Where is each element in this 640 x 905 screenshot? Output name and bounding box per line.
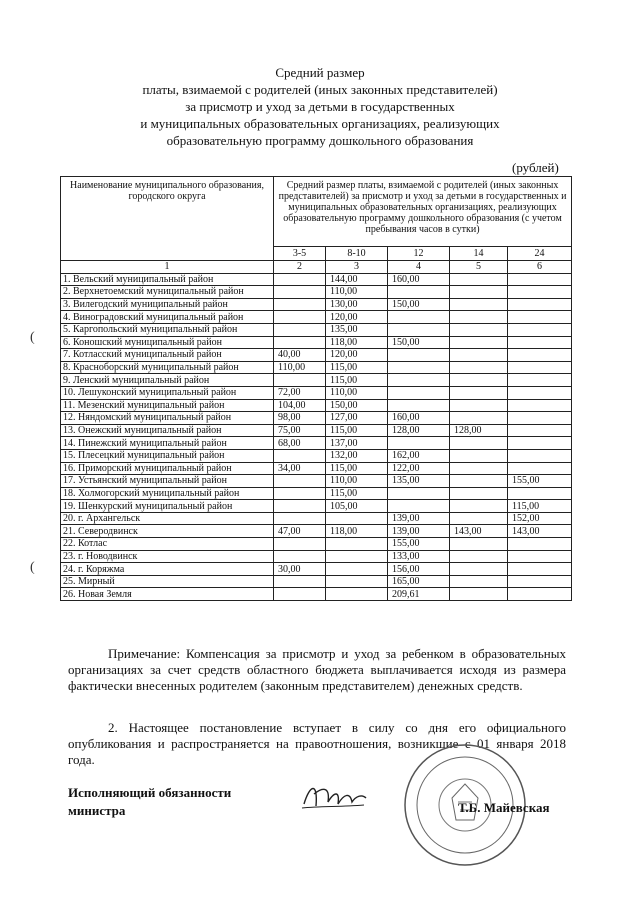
- fee-cell: [450, 575, 508, 588]
- fee-cell: [450, 449, 508, 462]
- table-row: [61, 361, 572, 374]
- fee-cell: 72,00: [274, 386, 326, 399]
- fee-cell: [326, 588, 388, 601]
- table-row: [61, 563, 572, 576]
- fee-cell: 105,00: [326, 500, 388, 513]
- fee-cell: [326, 575, 388, 588]
- table-row: [61, 462, 572, 475]
- fee-cell: [274, 500, 326, 513]
- fee-cell: [274, 286, 326, 299]
- municipality-name: 16. Приморский муниципальный район: [61, 462, 274, 475]
- municipality-name: 23. г. Новодвинск: [61, 550, 274, 563]
- table-row: [61, 512, 572, 525]
- fee-cell: [326, 563, 388, 576]
- municipality-name: 6. Коношский муниципальный район: [61, 336, 274, 349]
- municipality-name: 24. г. Коряжма: [61, 563, 274, 576]
- title-line-3: за присмотр и уход за детьми в государственных: [185, 99, 455, 114]
- fee-cell: 143,00: [508, 525, 572, 538]
- fee-cell: 160,00: [388, 273, 450, 286]
- fee-cell: [508, 563, 572, 576]
- fee-cell: 135,00: [326, 323, 388, 336]
- fee-cell: 47,00: [274, 525, 326, 538]
- municipality-name: 20. г. Архангельск: [61, 512, 274, 525]
- fee-cell: [450, 412, 508, 425]
- fee-cell: 98,00: [274, 412, 326, 425]
- municipality-name: 13. Онежский муниципальный район: [61, 424, 274, 437]
- municipality-name: 14. Пинежский муниципальный район: [61, 437, 274, 450]
- fee-cell: 162,00: [388, 449, 450, 462]
- fee-cell: [508, 361, 572, 374]
- municipality-name: 26. Новая Земля: [61, 588, 274, 601]
- table-row: [61, 437, 572, 450]
- column-number: 1: [61, 261, 274, 274]
- header-hour: 14: [450, 246, 508, 260]
- fee-cell: [508, 487, 572, 500]
- column-number: 6: [508, 261, 572, 274]
- fee-cell: [274, 487, 326, 500]
- header-hour: 12: [388, 246, 450, 260]
- municipality-name: 21. Северодвинск: [61, 525, 274, 538]
- fee-cell: [274, 538, 326, 551]
- fee-cell: 128,00: [450, 424, 508, 437]
- fee-cell: [274, 298, 326, 311]
- table-row: [61, 399, 572, 412]
- municipality-name: 25. Мирный: [61, 575, 274, 588]
- fee-cell: 132,00: [326, 449, 388, 462]
- table-row: [61, 336, 572, 349]
- fee-cell: [450, 273, 508, 286]
- fee-cell: 115,00: [326, 374, 388, 387]
- fee-cell: [508, 538, 572, 551]
- fee-cell: [450, 462, 508, 475]
- header-hour: 3-5: [274, 246, 326, 260]
- fee-cell: [274, 311, 326, 324]
- fee-cell: [450, 588, 508, 601]
- fee-cell: 34,00: [274, 462, 326, 475]
- fee-cell: [450, 323, 508, 336]
- fee-cell: 152,00: [508, 512, 572, 525]
- fee-cell: 209,61: [388, 588, 450, 601]
- fee-cell: 139,00: [388, 512, 450, 525]
- fee-cell: 127,00: [326, 412, 388, 425]
- fee-cell: [388, 500, 450, 513]
- municipality-name: 8. Красноборский муниципальный район: [61, 361, 274, 374]
- fee-cell: [450, 512, 508, 525]
- municipality-name: 2. Верхнетоемский муниципальный район: [61, 286, 274, 299]
- fee-cell: [450, 336, 508, 349]
- table-row: [61, 487, 572, 500]
- fee-cell: 130,00: [326, 298, 388, 311]
- fee-cell: 68,00: [274, 437, 326, 450]
- fee-cell: 120,00: [326, 311, 388, 324]
- fee-cell: 143,00: [450, 525, 508, 538]
- fee-cell: [388, 286, 450, 299]
- fee-cell: [326, 512, 388, 525]
- fee-cell: [508, 575, 572, 588]
- title-line-4: и муниципальных образовательных организациях, реализующих: [140, 116, 500, 131]
- fee-cell: 139,00: [388, 525, 450, 538]
- fee-cell: [508, 349, 572, 362]
- table-row: [61, 538, 572, 551]
- municipality-name: 15. Плесецкий муниципальный район: [61, 449, 274, 462]
- column-numbers-row: [61, 261, 572, 274]
- fee-cell: [274, 550, 326, 563]
- fee-cell: 155,00: [508, 475, 572, 488]
- fee-cell: [508, 437, 572, 450]
- fee-cell: [274, 588, 326, 601]
- fee-cell: [274, 336, 326, 349]
- signatory-name: Т.Б. Майевская: [458, 800, 550, 815]
- fee-cell: 128,00: [388, 424, 450, 437]
- fee-cell: 118,00: [326, 336, 388, 349]
- fee-cell: 104,00: [274, 399, 326, 412]
- municipality-name: 18. Холмогорский муниципальный район: [61, 487, 274, 500]
- title-line-1: Средний размер: [275, 65, 365, 80]
- fee-cell: [450, 361, 508, 374]
- position-line-2: министра: [68, 803, 126, 818]
- municipality-name: 9. Ленский муниципальный район: [61, 374, 274, 387]
- fee-cell: [508, 323, 572, 336]
- fee-cell: [388, 311, 450, 324]
- fee-cell: [450, 298, 508, 311]
- fee-cell: [508, 374, 572, 387]
- header-size: Средний размер платы, взимаемой с родителей (иных законных представителей) за присмотр и уход за детьми в государственных и муниципальных образовательных организациях, реализующих образовательную программу дошкольного образования (с учетом пребывания часов в сутки): [274, 177, 572, 247]
- table-row: [61, 386, 572, 399]
- fee-cell: 40,00: [274, 349, 326, 362]
- note-paragraph: Примечание: Компенсация за присмотр и уход за ребенком в образовательных организациях за счет средств областного бюджета выплачивается исходя из размера фактически внесенных родителем (законным представителем) денежных средств.: [68, 646, 566, 693]
- fee-cell: [450, 550, 508, 563]
- unit-label: (рублей): [512, 160, 559, 175]
- table-row: [61, 575, 572, 588]
- fee-cell: 75,00: [274, 424, 326, 437]
- fee-cell: [508, 449, 572, 462]
- fee-cell: [450, 286, 508, 299]
- table-row: [61, 298, 572, 311]
- table-row: [61, 550, 572, 563]
- table-row: [61, 475, 572, 488]
- fee-cell: 165,00: [388, 575, 450, 588]
- fee-cell: [450, 538, 508, 551]
- municipality-name: 19. Шенкурский муниципальный район: [61, 500, 274, 513]
- header-hour: 24: [508, 246, 572, 260]
- title-line-5: образовательную программу дошкольного образования: [166, 133, 474, 148]
- table-body: [61, 261, 572, 601]
- fee-cell: [508, 298, 572, 311]
- fee-cell: [388, 487, 450, 500]
- fee-cell: [388, 374, 450, 387]
- fee-cell: [326, 550, 388, 563]
- fee-cell: [274, 512, 326, 525]
- fee-cell: 30,00: [274, 563, 326, 576]
- column-number: 4: [388, 261, 450, 274]
- title-line-2: платы, взимаемой с родителей (иных законных представителей): [142, 82, 498, 97]
- fee-cell: [450, 437, 508, 450]
- fee-cell: [450, 487, 508, 500]
- fee-cell: [450, 399, 508, 412]
- header-name: Наименование муниципального образования, городского округа: [61, 177, 274, 261]
- municipality-name: 10. Лешуконский муниципальный район: [61, 386, 274, 399]
- municipality-name: 4. Виноградовский муниципальный район: [61, 311, 274, 324]
- fee-cell: [274, 273, 326, 286]
- fee-cell: [450, 349, 508, 362]
- fee-cell: 155,00: [388, 538, 450, 551]
- fee-cell: [508, 336, 572, 349]
- fee-cell: 115,00: [326, 487, 388, 500]
- fee-cell: [450, 311, 508, 324]
- position-line-1: Исполняющий обязанности: [68, 785, 232, 800]
- fee-cell: [274, 323, 326, 336]
- fee-cell: [508, 588, 572, 601]
- clause-paragraph: 2. Настоящее постановление вступает в силу со дня его официального опубликования и распространяется на правоотношения, возникшие с 01 января 2018 года.: [68, 720, 566, 767]
- municipality-name: 3. Вилегодский муниципальный район: [61, 298, 274, 311]
- municipality-name: 22. Котлас: [61, 538, 274, 551]
- fees-table: [60, 176, 572, 601]
- table-row: [61, 273, 572, 286]
- fee-cell: [508, 424, 572, 437]
- table-row: [61, 374, 572, 387]
- table-row: [61, 424, 572, 437]
- fee-cell: [274, 374, 326, 387]
- fee-cell: [326, 538, 388, 551]
- signatory-position: [68, 784, 231, 820]
- fee-cell: [274, 475, 326, 488]
- fee-cell: 135,00: [388, 475, 450, 488]
- binder-mark: (: [30, 330, 35, 345]
- fee-cell: [388, 399, 450, 412]
- fee-cell: 150,00: [388, 298, 450, 311]
- header-hour: 8-10: [326, 246, 388, 260]
- fee-cell: 137,00: [326, 437, 388, 450]
- fee-cell: 156,00: [388, 563, 450, 576]
- column-number: 2: [274, 261, 326, 274]
- table-row: [61, 449, 572, 462]
- fee-cell: [450, 500, 508, 513]
- fee-cell: [508, 386, 572, 399]
- fee-cell: [450, 563, 508, 576]
- municipality-name: 12. Няндомский муниципальный район: [61, 412, 274, 425]
- fee-cell: 133,00: [388, 550, 450, 563]
- fee-cell: 115,00: [326, 361, 388, 374]
- fee-cell: [508, 273, 572, 286]
- municipality-name: 11. Мезенский муниципальный район: [61, 399, 274, 412]
- municipality-name: 5. Каргопольский муниципальный район: [61, 323, 274, 336]
- table-row: [61, 525, 572, 538]
- fee-cell: 115,00: [326, 424, 388, 437]
- table-row: [61, 286, 572, 299]
- municipality-name: 1. Вельский муниципальный район: [61, 273, 274, 286]
- fee-cell: [388, 323, 450, 336]
- fee-cell: 144,00: [326, 273, 388, 286]
- column-number: 5: [450, 261, 508, 274]
- handwritten-signature: [300, 776, 370, 816]
- column-number: 3: [326, 261, 388, 274]
- fee-cell: [388, 386, 450, 399]
- fee-cell: 110,00: [326, 386, 388, 399]
- table-row: [61, 588, 572, 601]
- fee-cell: 110,00: [326, 286, 388, 299]
- fee-cell: 150,00: [388, 336, 450, 349]
- table-row: [61, 311, 572, 324]
- fee-cell: [508, 286, 572, 299]
- table-row: [61, 500, 572, 513]
- fee-cell: [508, 462, 572, 475]
- fee-cell: 110,00: [326, 475, 388, 488]
- fee-cell: [508, 550, 572, 563]
- fee-cell: [508, 412, 572, 425]
- fee-cell: 160,00: [388, 412, 450, 425]
- municipality-name: 7. Котласский муниципальный район: [61, 349, 274, 362]
- table-row: [61, 412, 572, 425]
- document-title: [90, 64, 550, 149]
- fee-cell: [508, 399, 572, 412]
- fee-cell: [388, 361, 450, 374]
- table-row: [61, 323, 572, 336]
- fee-cell: [508, 311, 572, 324]
- binder-mark: (: [30, 560, 35, 575]
- fee-cell: [274, 575, 326, 588]
- fee-cell: 115,00: [508, 500, 572, 513]
- fee-cell: 122,00: [388, 462, 450, 475]
- fee-cell: 110,00: [274, 361, 326, 374]
- fee-cell: [450, 374, 508, 387]
- fee-cell: 118,00: [326, 525, 388, 538]
- fee-cell: [450, 475, 508, 488]
- fee-cell: [388, 349, 450, 362]
- fee-cell: [274, 449, 326, 462]
- municipality-name: 17. Устьянский муниципальный район: [61, 475, 274, 488]
- fee-cell: [388, 437, 450, 450]
- fee-cell: 115,00: [326, 462, 388, 475]
- fee-cell: [450, 386, 508, 399]
- fee-cell: 120,00: [326, 349, 388, 362]
- fee-cell: 150,00: [326, 399, 388, 412]
- table-row: [61, 349, 572, 362]
